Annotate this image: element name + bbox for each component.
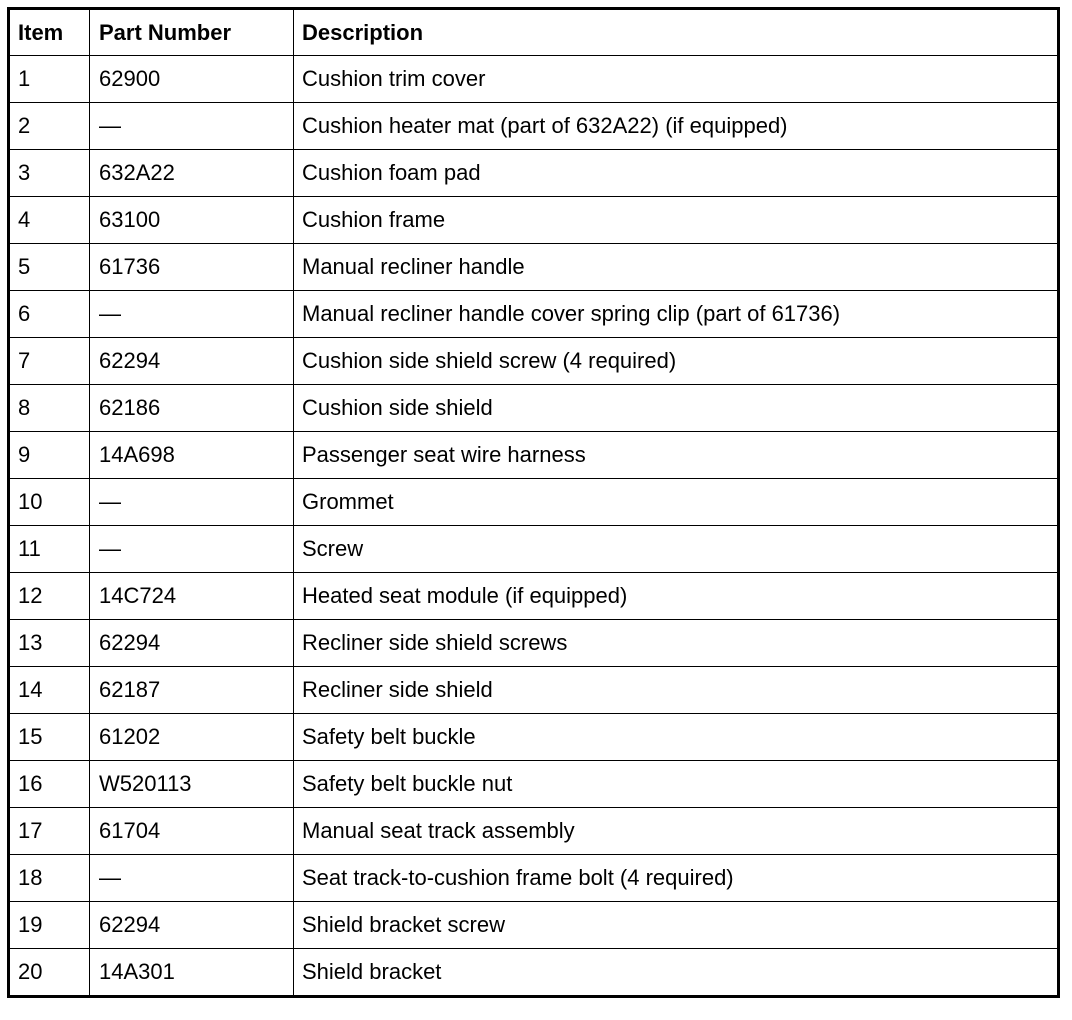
item-cell: 7 (9, 338, 90, 385)
item-cell: 12 (9, 573, 90, 620)
description-cell: Recliner side shield screws (294, 620, 1059, 667)
description-cell: Heated seat module (if equipped) (294, 573, 1059, 620)
part-number-cell: 63100 (90, 197, 294, 244)
item-cell: 4 (9, 197, 90, 244)
parts-table (7, 7, 1060, 998)
part-number-cell: 62187 (90, 667, 294, 714)
table-row (9, 103, 1059, 150)
part-number-cell: 62186 (90, 385, 294, 432)
item-cell: 10 (9, 479, 90, 526)
description-cell: Cushion foam pad (294, 150, 1059, 197)
table-row (9, 385, 1059, 432)
item-cell: 9 (9, 432, 90, 479)
part-number-cell: — (90, 855, 294, 902)
description-cell: Cushion side shield (294, 385, 1059, 432)
item-cell: 20 (9, 949, 90, 997)
item-cell: 18 (9, 855, 90, 902)
table-row (9, 667, 1059, 714)
item-cell: 13 (9, 620, 90, 667)
item-cell: 5 (9, 244, 90, 291)
table-row (9, 197, 1059, 244)
part-number-cell: 61736 (90, 244, 294, 291)
part-number-cell: 62294 (90, 338, 294, 385)
description-cell: Grommet (294, 479, 1059, 526)
table-row (9, 808, 1059, 855)
description-cell: Cushion frame (294, 197, 1059, 244)
table-row (9, 949, 1059, 997)
item-cell: 15 (9, 714, 90, 761)
part-number-cell: — (90, 479, 294, 526)
item-cell: 1 (9, 56, 90, 103)
description-cell: Cushion side shield screw (4 required) (294, 338, 1059, 385)
table-row (9, 761, 1059, 808)
item-cell: 17 (9, 808, 90, 855)
description-cell: Seat track-to-cushion frame bolt (4 required) (294, 855, 1059, 902)
item-cell: 8 (9, 385, 90, 432)
table-row (9, 479, 1059, 526)
table-row (9, 338, 1059, 385)
description-cell: Recliner side shield (294, 667, 1059, 714)
description-cell: Safety belt buckle nut (294, 761, 1059, 808)
part-number-cell: 632A22 (90, 150, 294, 197)
table-body (9, 56, 1059, 997)
table-row (9, 902, 1059, 949)
part-number-cell: W520113 (90, 761, 294, 808)
description-cell: Manual recliner handle cover spring clip (part of 61736) (294, 291, 1059, 338)
table-row (9, 526, 1059, 573)
header-row (9, 9, 1059, 56)
description-cell: Passenger seat wire harness (294, 432, 1059, 479)
description-cell: Cushion heater mat (part of 632A22) (if equipped) (294, 103, 1059, 150)
description-cell: Screw (294, 526, 1059, 573)
item-cell: 16 (9, 761, 90, 808)
part-number-cell: 61704 (90, 808, 294, 855)
table-header (9, 9, 1059, 56)
part-number-cell: 61202 (90, 714, 294, 761)
table-row (9, 573, 1059, 620)
description-cell: Manual recliner handle (294, 244, 1059, 291)
table-row (9, 855, 1059, 902)
header-part-number: Part Number (90, 9, 294, 56)
description-cell: Safety belt buckle (294, 714, 1059, 761)
item-cell: 6 (9, 291, 90, 338)
part-number-cell: 14A698 (90, 432, 294, 479)
header-item: Item (9, 9, 90, 56)
part-number-cell: 62294 (90, 620, 294, 667)
part-number-cell: 62900 (90, 56, 294, 103)
table-row (9, 620, 1059, 667)
description-cell: Manual seat track assembly (294, 808, 1059, 855)
table-row (9, 56, 1059, 103)
part-number-cell: 14A301 (90, 949, 294, 997)
item-cell: 14 (9, 667, 90, 714)
item-cell: 2 (9, 103, 90, 150)
item-cell: 19 (9, 902, 90, 949)
table-row (9, 244, 1059, 291)
table-row (9, 291, 1059, 338)
description-cell: Shield bracket (294, 949, 1059, 997)
item-cell: 3 (9, 150, 90, 197)
item-cell: 11 (9, 526, 90, 573)
part-number-cell: — (90, 103, 294, 150)
part-number-cell: 14C724 (90, 573, 294, 620)
description-cell: Cushion trim cover (294, 56, 1059, 103)
table-row (9, 714, 1059, 761)
table-row (9, 432, 1059, 479)
description-cell: Shield bracket screw (294, 902, 1059, 949)
table-row (9, 150, 1059, 197)
part-number-cell: 62294 (90, 902, 294, 949)
header-description: Description (294, 9, 1059, 56)
part-number-cell: — (90, 526, 294, 573)
part-number-cell: — (90, 291, 294, 338)
